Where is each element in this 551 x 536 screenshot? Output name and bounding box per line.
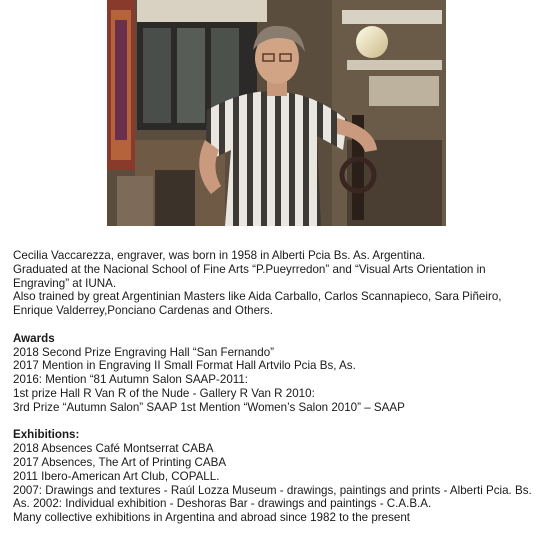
exhibition-item: 2017 Absences, The Art of Printing CABA: [13, 455, 227, 469]
award-item: 2016: Mention “81 Autumn Salon SAAP-2011:: [13, 373, 249, 387]
bio-line: Graduated at the Nacional School of Fine Arts “P.Pueyrredon” and “Visual Arts Orientation in Engraving” at IUNA.: [13, 262, 486, 290]
exhibition-item: Many collective exhibitions in Argentina and abroad since 1982 to the present: [13, 511, 411, 525]
awards-heading: Awards: [13, 331, 55, 345]
award-item: 3rd Prize “Autumn Salon” SAAP 1st Mention “Women’s Salon 2010” – SAAP: [13, 400, 405, 414]
bio-line: Cecilia Vaccarezza, engraver, was born in 1958 in Alberti Pcia Bs. As. Argentina.: [13, 249, 426, 262]
artist-photo: [107, 0, 446, 226]
exhibition-item: 2007: Drawings and textures - Raúl Lozza Museum - drawings, paintings and prints - Alberti Pcia. Bs. As. 2002: Individual exhibition - Deshoras Bar - drawings and paintings - C.A.B.A.: [13, 483, 532, 511]
award-item: 2018 Second Prize Engraving Hall “San Fernando”: [13, 345, 275, 359]
biography-text: [13, 249, 543, 525]
exhibition-item: 2011 Ibero-American Art Club, COPALL.: [13, 469, 220, 483]
award-item: 2017 Mention in Engraving II Small Format Hall Artvilo Pcia Bs, As.: [13, 359, 356, 373]
exhibition-item: 2018 Absences Café Montserrat CABA: [13, 442, 214, 456]
bio-line: Also trained by great Argentinian Masters like Aida Carballo, Carlos Scannapieco, Sara Piñeiro, Enrique Valderrey,Ponciano Cardenas and Others.: [13, 290, 502, 318]
award-item: 1st prize Hall R Van R of the Nude - Gallery R Van R 2010:: [13, 386, 315, 400]
exhibitions-heading: Exhibitions:: [13, 428, 80, 442]
